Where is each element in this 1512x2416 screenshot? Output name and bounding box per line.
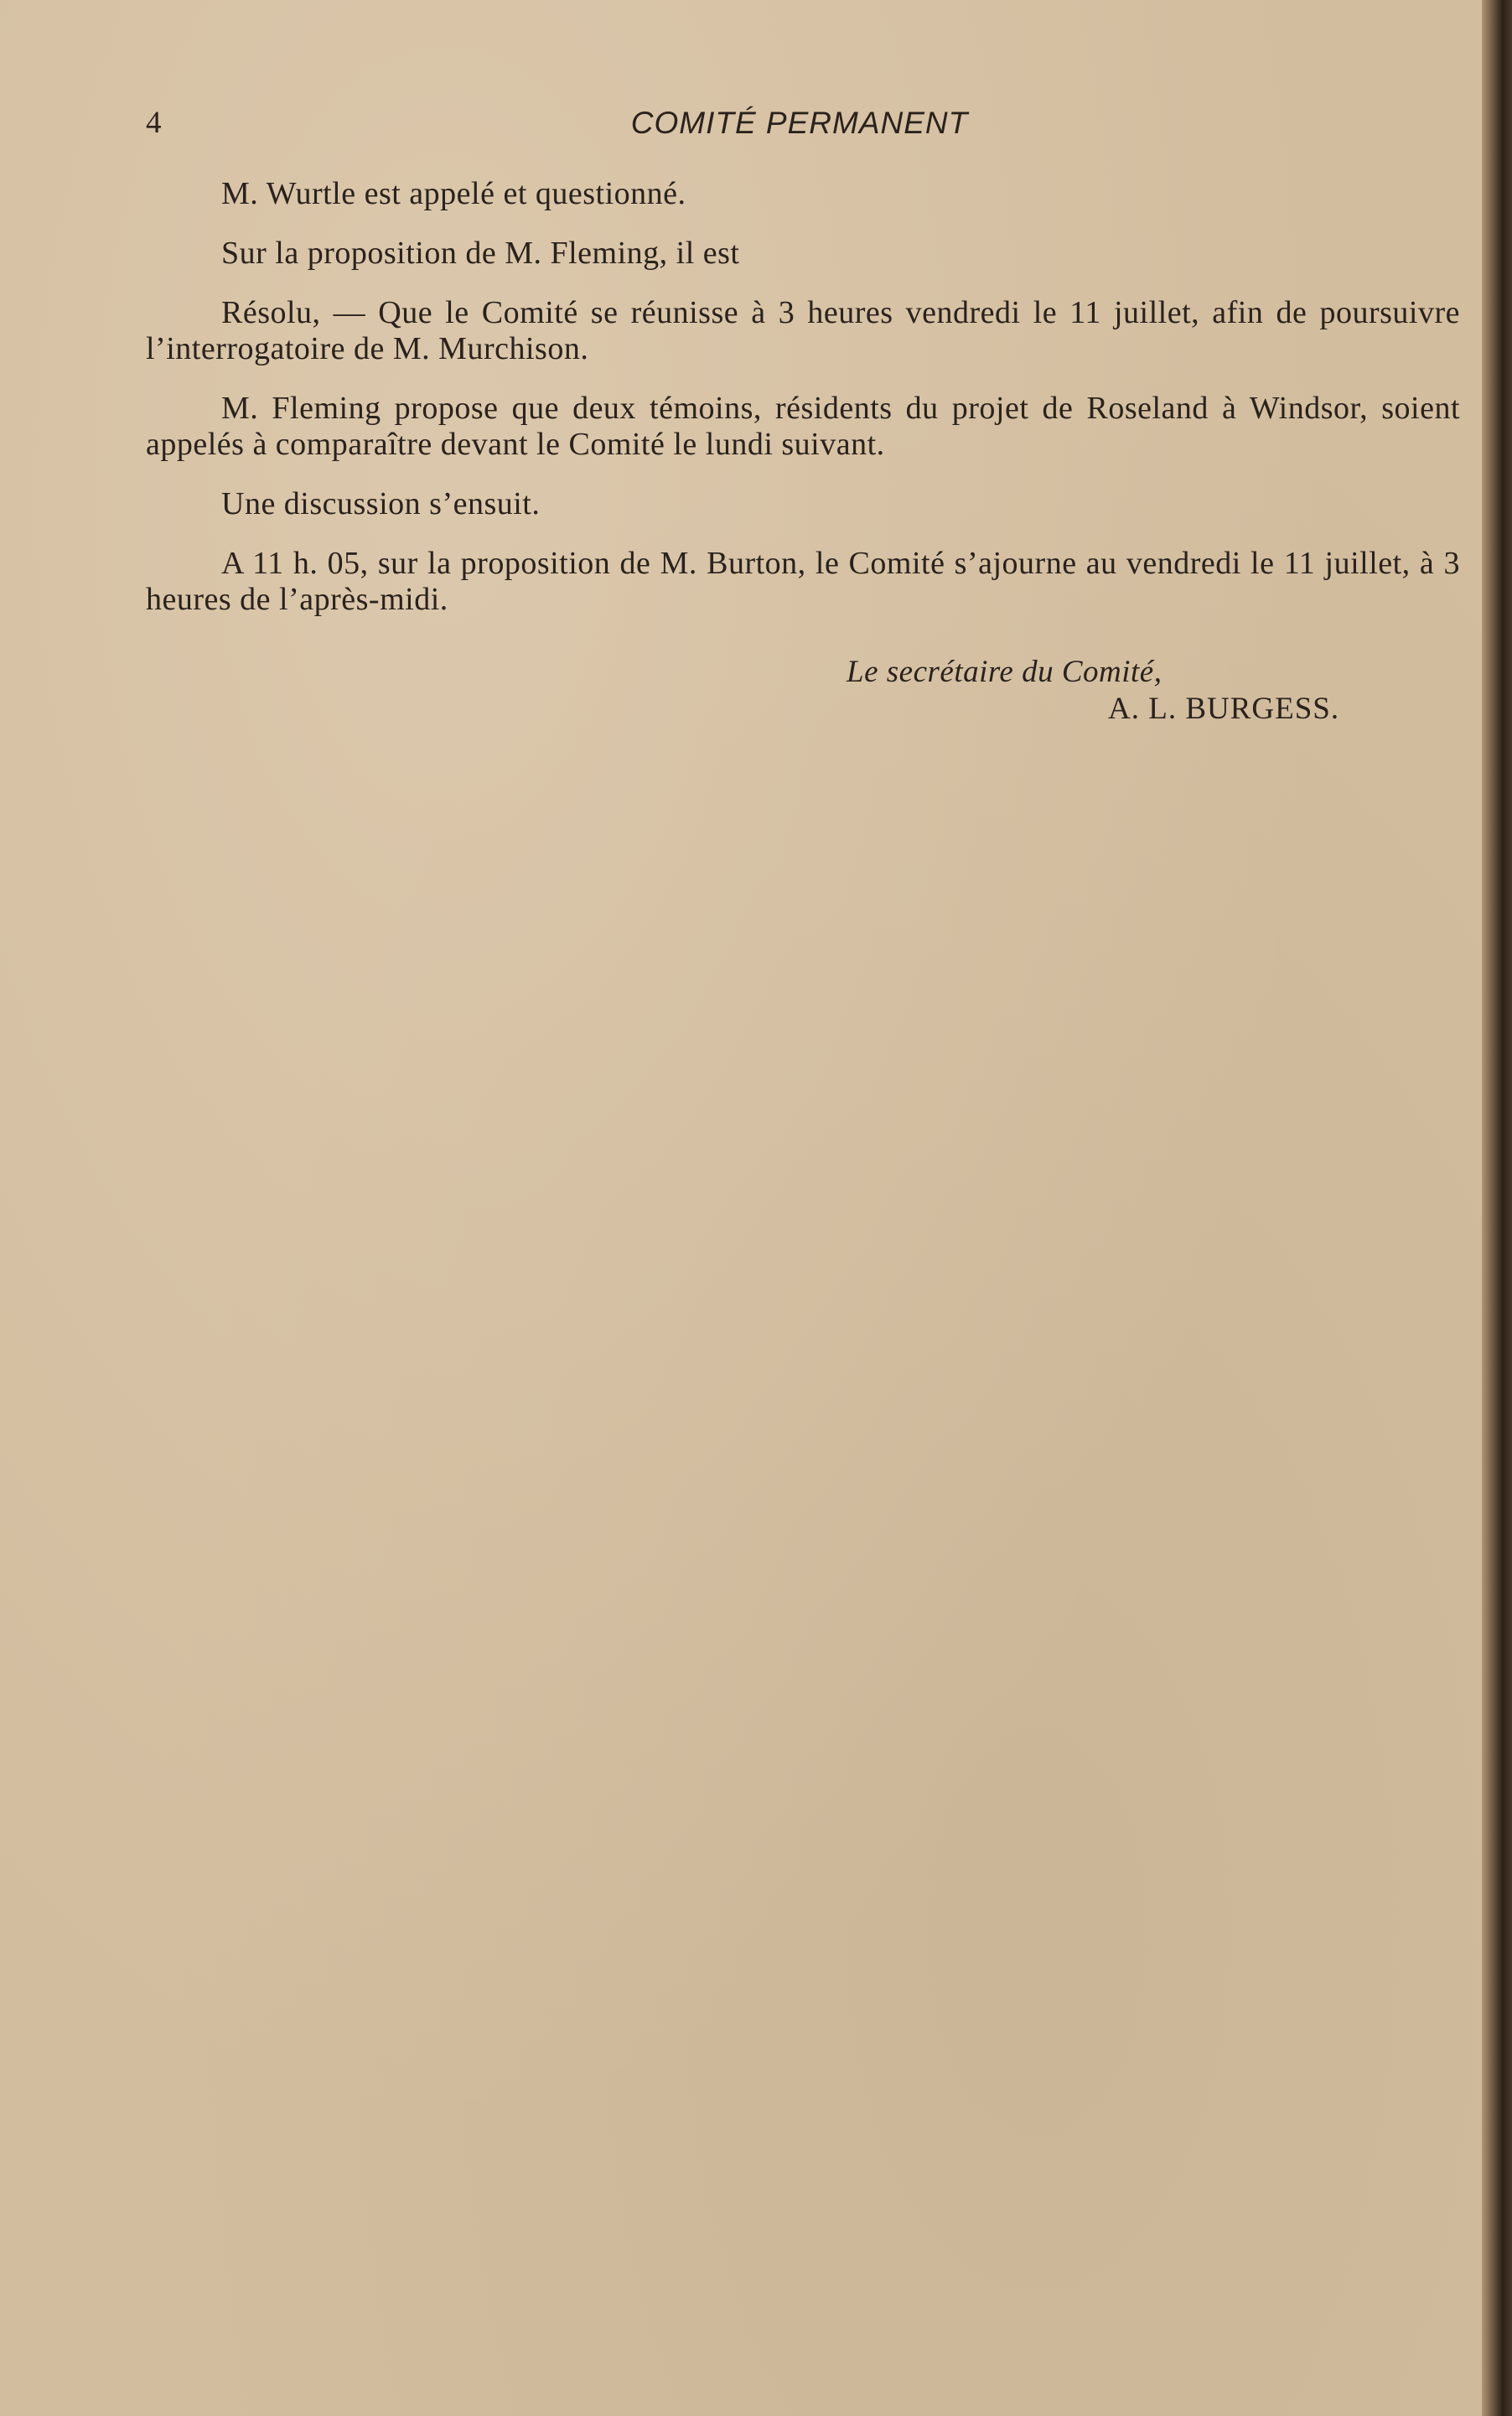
paragraph-motion-fleming: Sur la proposition de M. Fleming, il est bbox=[221, 236, 740, 271]
signature-block bbox=[847, 654, 1433, 728]
running-title: COMITÉ PERMANENT bbox=[630, 106, 969, 140]
signature-name: A. L. BURGESS. bbox=[1108, 692, 1340, 726]
paragraph-witness-called: M. Wurtle est appelé et questionné. bbox=[221, 176, 686, 211]
page-number: 4 bbox=[146, 106, 162, 140]
paragraph-witnesses-proposal: M. Fleming propose que deux témoins, résidents du projet de Roseland à Windsor, soient appelés à comparaître devant le Comité le lundi suivant. bbox=[146, 391, 1460, 462]
book-binding-edge bbox=[1482, 0, 1512, 2416]
page-header bbox=[146, 102, 1453, 144]
paragraph-resolution: Résolu, — Que le Comité se réunisse à 3 heures vendredi le 11 juillet, afin de poursuivre l’interrogatoire de M. Murchison. bbox=[146, 295, 1460, 366]
minutes-body bbox=[146, 176, 1460, 641]
paragraph-adjournment: A 11 h. 05, sur la proposition de M. Burton, le Comité s’ajourne au vendredi le 11 juillet, à 3 heures de l’après-midi. bbox=[146, 546, 1460, 617]
paragraph-discussion: Une discussion s’ensuit. bbox=[221, 486, 541, 521]
signature-role: Le secrétaire du Comité, bbox=[847, 655, 1162, 689]
